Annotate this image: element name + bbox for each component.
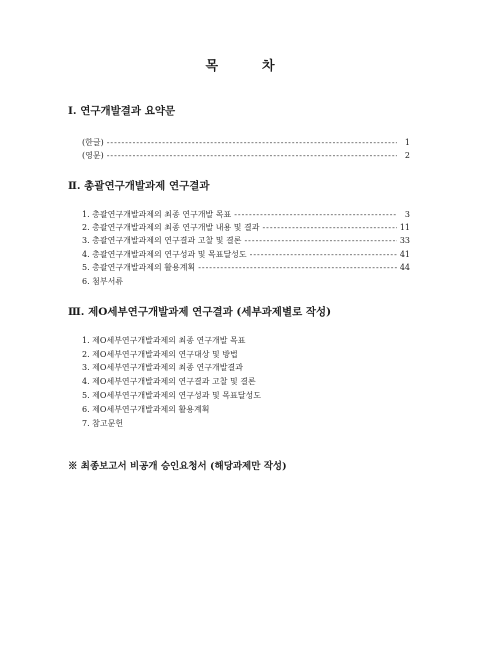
toc-entry <box>82 249 410 260</box>
dot-leader <box>198 263 397 272</box>
dot-leader <box>107 151 397 160</box>
title-char-1: 목 <box>205 59 218 74</box>
dot-leader <box>262 223 396 232</box>
dot-leader <box>234 210 397 219</box>
closing-note: ※ 최종보고서 비공개 승인요청서 (해당과제만 작성) <box>68 461 287 472</box>
toc-entry-label: 1. 총괄연구개발과제의 최종 연구개발 목표 <box>82 210 232 219</box>
section-heading-1: Ⅰ. 연구개발결과 요약문 <box>68 105 176 117</box>
section-heading-2: Ⅱ. 총괄연구개발과제 연구결과 <box>68 180 210 192</box>
section-heading-3: Ⅲ. 제O세부연구개발과제 연구결과 (세부과제별로 작성) <box>68 306 332 318</box>
toc-entry <box>82 150 410 161</box>
toc-entry-page: 41 <box>399 250 410 259</box>
toc-entry-label: 6. 첨부서류 <box>82 277 124 286</box>
toc-entry-page: 44 <box>399 263 410 272</box>
toc-entry <box>82 209 410 220</box>
toc-sub-entry: 2. 제O세부연구개발과제의 연구대상 및 방법 <box>82 350 238 359</box>
toc-sub-entry: 6. 제O세부연구개발과제의 활용계획 <box>82 405 210 414</box>
toc-entry-label: 3. 총괄연구개발과제의 연구결과 고찰 및 결론 <box>82 236 242 245</box>
toc-sub-entry: 5. 제O세부연구개발과제의 연구성과 및 목표달성도 <box>82 391 261 400</box>
toc-entry-label: 2. 총괄연구개발과제의 최종 연구개발 내용 및 결과 <box>82 223 260 232</box>
dot-leader <box>250 250 397 259</box>
toc-entry <box>82 262 410 273</box>
toc-entry-page: 11 <box>399 223 410 232</box>
toc-sub-entry: 4. 제O세부연구개발과제의 연구결과 고찰 및 결론 <box>82 377 256 386</box>
dot-leader <box>107 138 397 147</box>
toc-entry-page: 1 <box>404 138 410 147</box>
toc-sub-entry: 7. 참고문헌 <box>82 419 124 428</box>
toc-entry <box>82 235 410 246</box>
toc-entry-page: 2 <box>404 151 410 160</box>
toc-entry-page: 3 <box>404 210 410 219</box>
dot-leader <box>244 236 396 245</box>
toc-entry-page: 33 <box>399 236 410 245</box>
toc-entry-label: 5. 총괄연구개발과제의 활용계획 <box>82 263 196 272</box>
toc-entry <box>82 137 410 148</box>
toc-entry-label: (한글) <box>82 138 104 147</box>
title-char-2: 차 <box>262 59 275 74</box>
toc-sub-entry: 1. 제O세부연구개발과제의 최종 연구개발 목표 <box>82 336 246 345</box>
toc-entry <box>82 222 410 233</box>
toc-sub-entry: 3. 제O세부연구개발과제의 최종 연구개발결과 <box>82 363 243 372</box>
toc-entry-label: (영문) <box>82 151 104 160</box>
page-title <box>0 55 480 74</box>
toc-entry-label: 4. 총괄연구개발과제의 연구성과 및 목표달성도 <box>82 250 247 259</box>
